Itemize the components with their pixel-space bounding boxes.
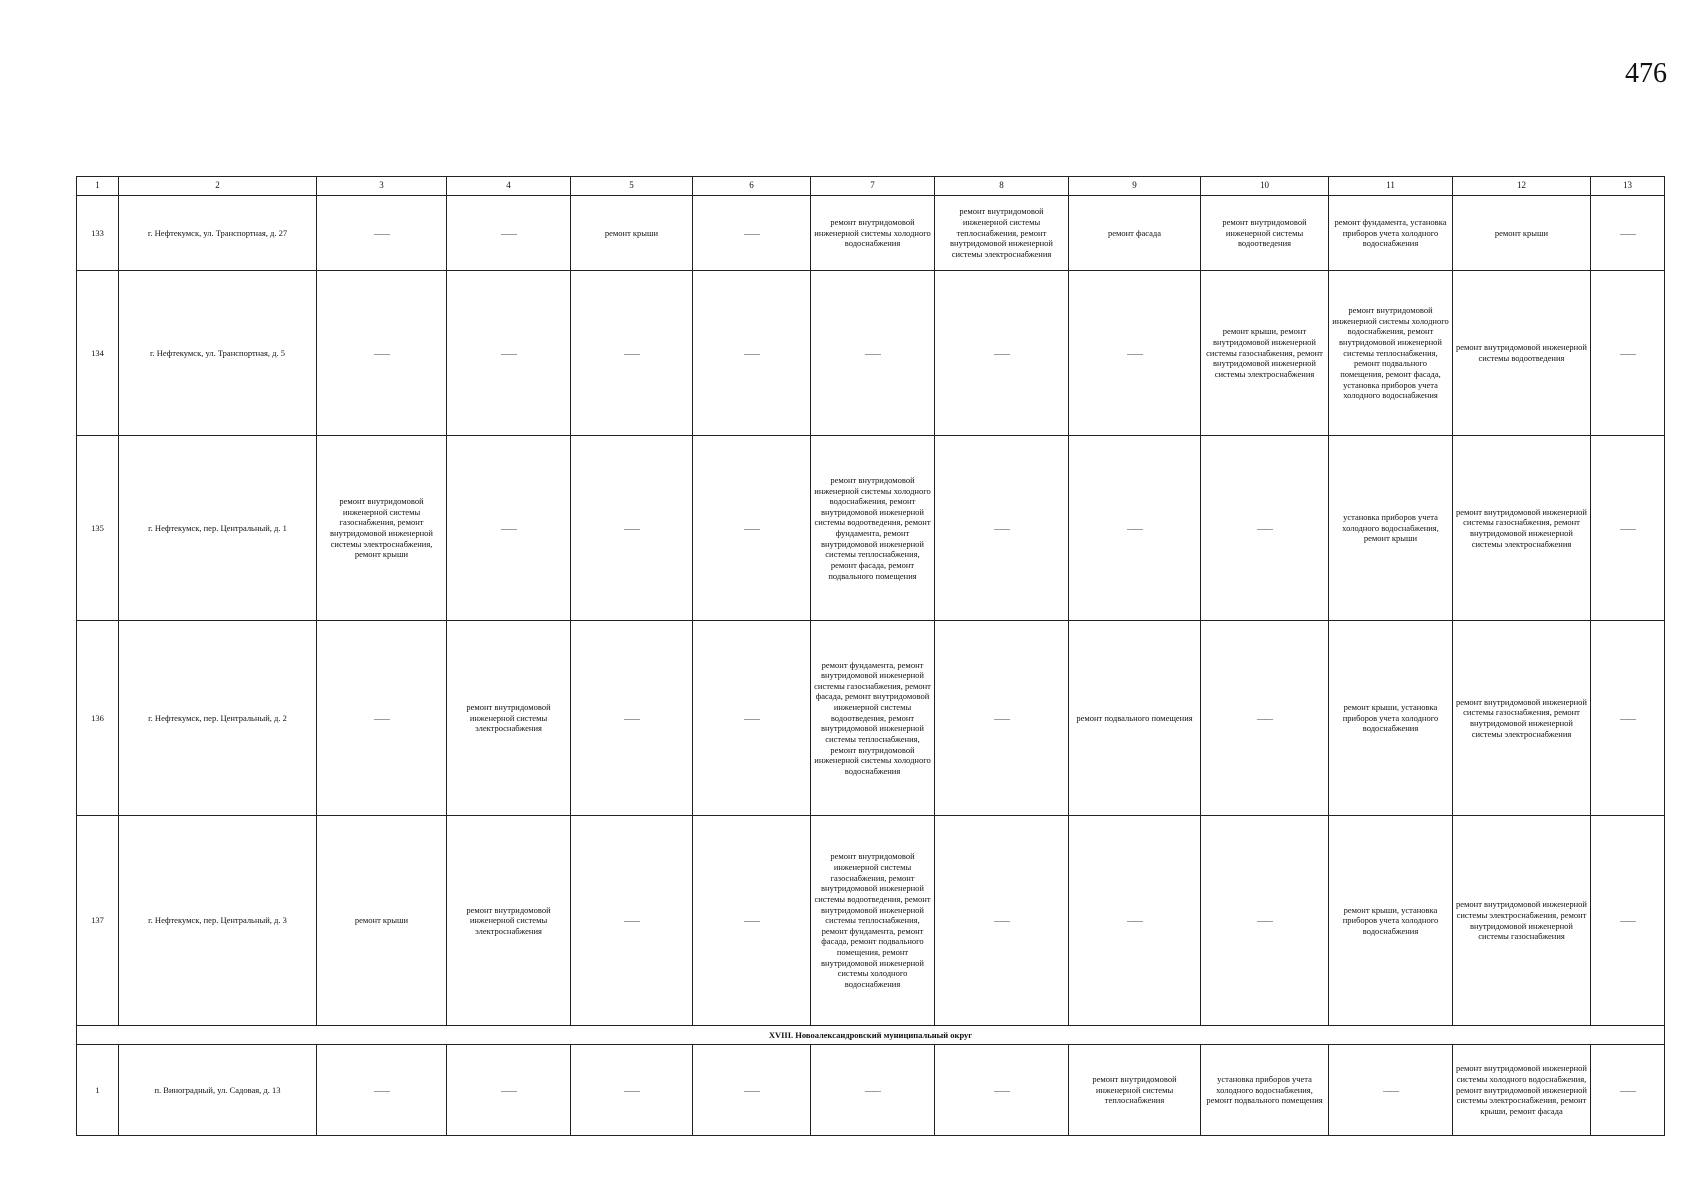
- column-number: 4: [447, 177, 571, 196]
- address-cell: г. Нефтекумск, пер. Центральный, д. 2: [119, 621, 317, 816]
- work-cell: ——: [693, 436, 811, 621]
- section-title: XVIII. Новоалександровский муниципальный округ: [77, 1026, 1665, 1045]
- column-number-row: [77, 177, 1665, 196]
- work-cell: ——: [447, 1045, 571, 1136]
- work-cell: ——: [935, 271, 1069, 436]
- work-cell: ——: [317, 621, 447, 816]
- address-cell: г. Нефтекумск, ул. Транспортная, д. 27: [119, 196, 317, 271]
- work-cell: ——: [811, 1045, 935, 1136]
- work-cell: ——: [935, 816, 1069, 1026]
- work-cell: ——: [1591, 196, 1665, 271]
- column-number: 13: [1591, 177, 1665, 196]
- work-cell: ремонт крыши, установка приборов учета холодного водоснабжения: [1329, 621, 1453, 816]
- work-cell: ——: [1201, 816, 1329, 1026]
- work-cell: ремонт внутридомовой инженерной системы газоснабжения, ремонт внутридомовой инженерной системы электроснабжения, ремонт крыши: [317, 436, 447, 621]
- work-cell: ремонт фундамента, ремонт внутридомовой инженерной системы газоснабжения, ремонт фасада, ремонт внутридомовой инженерной системы водоотведения, ремонт внутридомовой инженерной системы теплоснабжения, ремонт внутридомовой инженерной системы холодного водоснабжения: [811, 621, 935, 816]
- work-cell: ——: [811, 271, 935, 436]
- column-number: 12: [1453, 177, 1591, 196]
- table-row: [77, 621, 1665, 816]
- work-cell: ремонт фасада: [1069, 196, 1201, 271]
- work-cell: установка приборов учета холодного водоснабжения, ремонт подвального помещения: [1201, 1045, 1329, 1136]
- work-cell: ——: [317, 1045, 447, 1136]
- work-cell: ремонт внутридомовой инженерной системы теплоснабжения, ремонт внутридомовой инженерной системы электроснабжения: [935, 196, 1069, 271]
- work-cell: ——: [935, 1045, 1069, 1136]
- address-cell: п. Виноградный, ул. Садовая, д. 13: [119, 1045, 317, 1136]
- work-cell: ——: [693, 1045, 811, 1136]
- work-cell: ремонт крыши: [317, 816, 447, 1026]
- work-cell: ремонт крыши, ремонт внутридомовой инженерной системы газоснабжения, ремонт внутридомовой инженерной системы электроснабжения: [1201, 271, 1329, 436]
- page-number: 476: [1625, 58, 1667, 89]
- work-cell: ——: [693, 196, 811, 271]
- work-cell: ремонт внутридомовой инженерной системы холодного водоснабжения: [811, 196, 935, 271]
- work-cell: ——: [693, 816, 811, 1026]
- column-number: 1: [77, 177, 119, 196]
- column-number: 6: [693, 177, 811, 196]
- address-cell: г. Нефтекумск, пер. Центральный, д. 3: [119, 816, 317, 1026]
- column-number: 5: [571, 177, 693, 196]
- column-number: 10: [1201, 177, 1329, 196]
- work-cell: ——: [1591, 621, 1665, 816]
- work-cell: ——: [447, 196, 571, 271]
- work-cell: ремонт внутридомовой инженерной системы холодного водоснабжения, ремонт внутридомовой инженерной системы электроснабжения, ремонт крыши, ремонт фасада: [1453, 1045, 1591, 1136]
- work-cell: ремонт внутридомовой инженерной системы электроснабжения, ремонт внутридомовой инженерной системы газоснабжения: [1453, 816, 1591, 1026]
- column-number: 7: [811, 177, 935, 196]
- table-row: [77, 816, 1665, 1026]
- work-cell: ——: [1201, 436, 1329, 621]
- work-cell: ——: [317, 271, 447, 436]
- row-number: 133: [77, 196, 119, 271]
- work-cell: ремонт внутридомовой инженерной системы водоотведения: [1201, 196, 1329, 271]
- work-cell: ——: [447, 436, 571, 621]
- column-number: 3: [317, 177, 447, 196]
- column-number: 2: [119, 177, 317, 196]
- work-cell: ——: [1591, 1045, 1665, 1136]
- column-number: 11: [1329, 177, 1453, 196]
- table-row: [77, 436, 1665, 621]
- work-cell: ——: [571, 1045, 693, 1136]
- row-number: 135: [77, 436, 119, 621]
- section-header-row: [77, 1026, 1665, 1045]
- work-cell: ——: [1329, 1045, 1453, 1136]
- row-number: 137: [77, 816, 119, 1026]
- repair-schedule-table: [76, 176, 1665, 1136]
- row-number: 1: [77, 1045, 119, 1136]
- work-cell: ремонт крыши: [1453, 196, 1591, 271]
- work-cell: ——: [693, 271, 811, 436]
- work-cell: ремонт внутридомовой инженерной системы холодного водоснабжения, ремонт внутридомовой инженерной системы водоотведения, ремонт фундамента, ремонт внутридомовой инженерной системы теплоснабжения, ремонт фасада, ремонт подвального помещения: [811, 436, 935, 621]
- column-number: 9: [1069, 177, 1201, 196]
- work-cell: ——: [447, 271, 571, 436]
- work-cell: ——: [693, 621, 811, 816]
- work-cell: установка приборов учета холодного водоснабжения, ремонт крыши: [1329, 436, 1453, 621]
- address-cell: г. Нефтекумск, ул. Транспортная, д. 5: [119, 271, 317, 436]
- row-number: 134: [77, 271, 119, 436]
- work-cell: ——: [1069, 436, 1201, 621]
- work-cell: ——: [1591, 436, 1665, 621]
- work-cell: ремонт внутридомовой инженерной системы водоотведения: [1453, 271, 1591, 436]
- work-cell: ремонт фундамента, установка приборов учета холодного водоснабжения: [1329, 196, 1453, 271]
- work-cell: ——: [1201, 621, 1329, 816]
- work-cell: ——: [1069, 271, 1201, 436]
- work-cell: ——: [571, 436, 693, 621]
- work-cell: ——: [1591, 816, 1665, 1026]
- work-cell: ——: [571, 271, 693, 436]
- table-row: [77, 1045, 1665, 1136]
- work-cell: ——: [317, 196, 447, 271]
- work-cell: ремонт крыши: [571, 196, 693, 271]
- row-number: 136: [77, 621, 119, 816]
- work-cell: ремонт внутридомовой инженерной системы газоснабжения, ремонт внутридомовой инженерной системы электроснабжения: [1453, 436, 1591, 621]
- work-cell: ——: [1591, 271, 1665, 436]
- work-cell: ——: [935, 436, 1069, 621]
- work-cell: ремонт внутридомовой инженерной системы холодного водоснабжения, ремонт внутридомовой инженерной системы теплоснабжения, ремонт подвального помещения, ремонт фасада, установка приборов учета холодного водоснабжения: [1329, 271, 1453, 436]
- work-cell: ——: [935, 621, 1069, 816]
- table-row: [77, 271, 1665, 436]
- work-cell: ремонт крыши, установка приборов учета холодного водоснабжения: [1329, 816, 1453, 1026]
- column-number: 8: [935, 177, 1069, 196]
- work-cell: ремонт внутридомовой инженерной системы теплоснабжения: [1069, 1045, 1201, 1136]
- work-cell: ——: [571, 621, 693, 816]
- work-cell: ремонт внутридомовой инженерной системы электроснабжения: [447, 816, 571, 1026]
- table-row: [77, 196, 1665, 271]
- work-cell: ремонт внутридомовой инженерной системы электроснабжения: [447, 621, 571, 816]
- work-cell: ремонт внутридомовой инженерной системы газоснабжения, ремонт внутридомовой инженерной системы электроснабжения: [1453, 621, 1591, 816]
- work-cell: ремонт внутридомовой инженерной системы газоснабжения, ремонт внутридомовой инженерной системы водоотведения, ремонт внутридомовой инженерной системы теплоснабжения, ремонт фундамента, ремонт фасада, ремонт подвального помещения, ремонт внутридомовой инженерной системы холодного водоснабжения: [811, 816, 935, 1026]
- work-cell: ——: [571, 816, 693, 1026]
- work-cell: ——: [1069, 816, 1201, 1026]
- work-cell: ремонт подвального помещения: [1069, 621, 1201, 816]
- address-cell: г. Нефтекумск, пер. Центральный, д. 1: [119, 436, 317, 621]
